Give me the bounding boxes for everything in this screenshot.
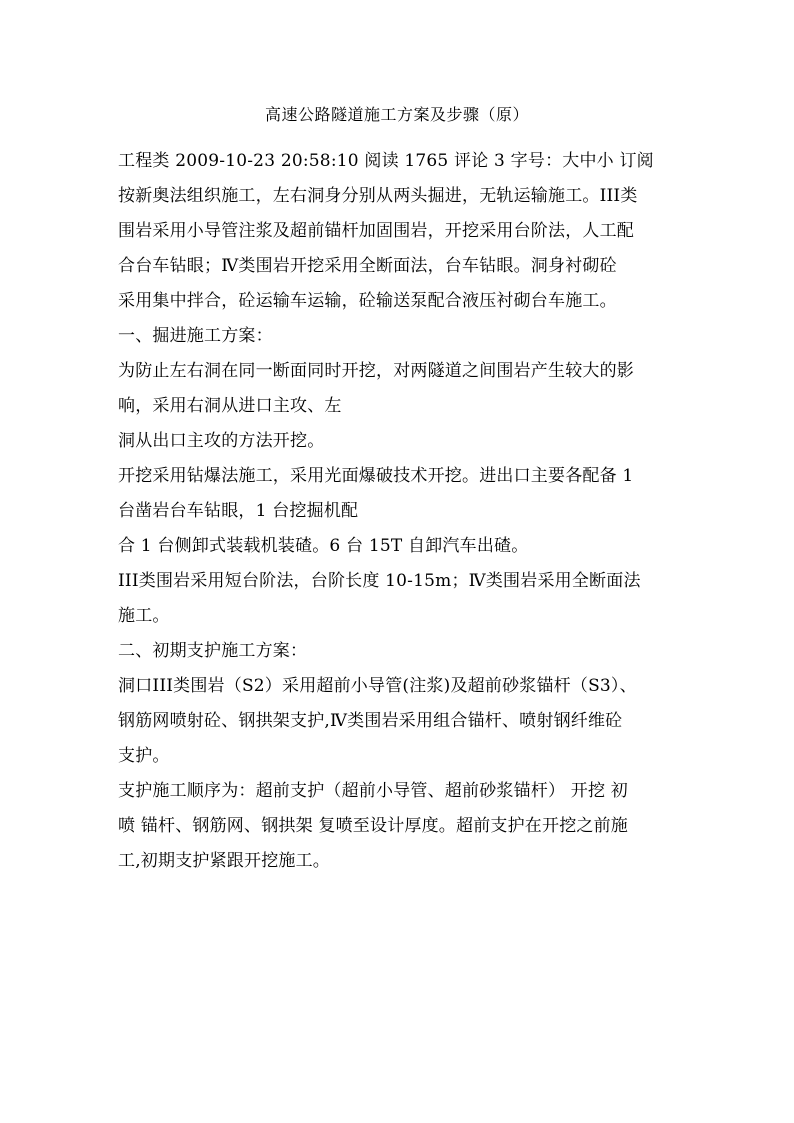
body-line: 开挖采用钻爆法施工，采用光面爆破技术开挖。进出口主要各配备 1 bbox=[118, 466, 634, 486]
body-line: 围岩采用小导管注浆及超前锚杆加固围岩，开挖采用台阶法，人工配 bbox=[118, 221, 634, 241]
body-line: 喷 锚杆、钢筋网、钢拱架 复喷至设计厚度。超前支护在开挖之前施 bbox=[118, 816, 629, 836]
body-line: III类围岩采用短台阶法，台阶长度 10-15m；Ⅳ类围岩采用全断面法 bbox=[118, 571, 641, 591]
body-line: 钢筋网喷射砼、钢拱架支护,Ⅳ类围岩采用组合锚杆、喷射钢纤维砼 bbox=[118, 711, 623, 731]
meta-line: 工程类 2009-10-23 20:58:10 阅读 1765 评论 3 字号：大中小 订阅 bbox=[118, 151, 654, 171]
body-line: 洞口III类围岩（S2）采用超前小导管(注浆)及超前砂浆锚杆（S3）、 bbox=[118, 676, 637, 696]
body-line: 为防止左右洞在同一断面同时开挖，对两隧道之间围岩产生较大的影 bbox=[118, 361, 634, 381]
body-line: 支护施工顺序为：超前支护（超前小导管、超前砂浆锚杆） 开挖 初 bbox=[118, 781, 629, 801]
document-body bbox=[118, 144, 698, 879]
section-heading: 一、掘进施工方案： bbox=[118, 326, 273, 346]
document-title: 高速公路隧道施工方案及步骤（原） bbox=[264, 105, 529, 124]
body-line: 支护。 bbox=[118, 746, 170, 766]
body-line: 施工。 bbox=[118, 606, 170, 626]
body-line: 工,初期支护紧跟开挖施工。 bbox=[118, 851, 331, 871]
body-line: 合 1 台侧卸式装载机装碴。6 台 15T 自卸汽车出碴。 bbox=[118, 536, 529, 556]
body-line: 洞从出口主攻的方法开挖。 bbox=[118, 431, 325, 451]
body-line: 响，采用右洞从进口主攻、左 bbox=[118, 396, 342, 416]
section-heading: 二、初期支护施工方案： bbox=[118, 641, 308, 661]
body-line: 按新奥法组织施工，左右洞身分别从两头掘进，无轨运输施工。III类 bbox=[118, 186, 638, 206]
body-line: 台凿岩台车钻眼，1 台挖掘机配 bbox=[118, 501, 359, 521]
body-line: 合台车钻眼；Ⅳ类围岩开挖采用全断面法，台车钻眼。洞身衬砌砼 bbox=[118, 256, 617, 276]
body-line: 采用集中拌合，砼运输车运输，砼输送泵配合液压衬砌台车施工。 bbox=[118, 291, 617, 311]
